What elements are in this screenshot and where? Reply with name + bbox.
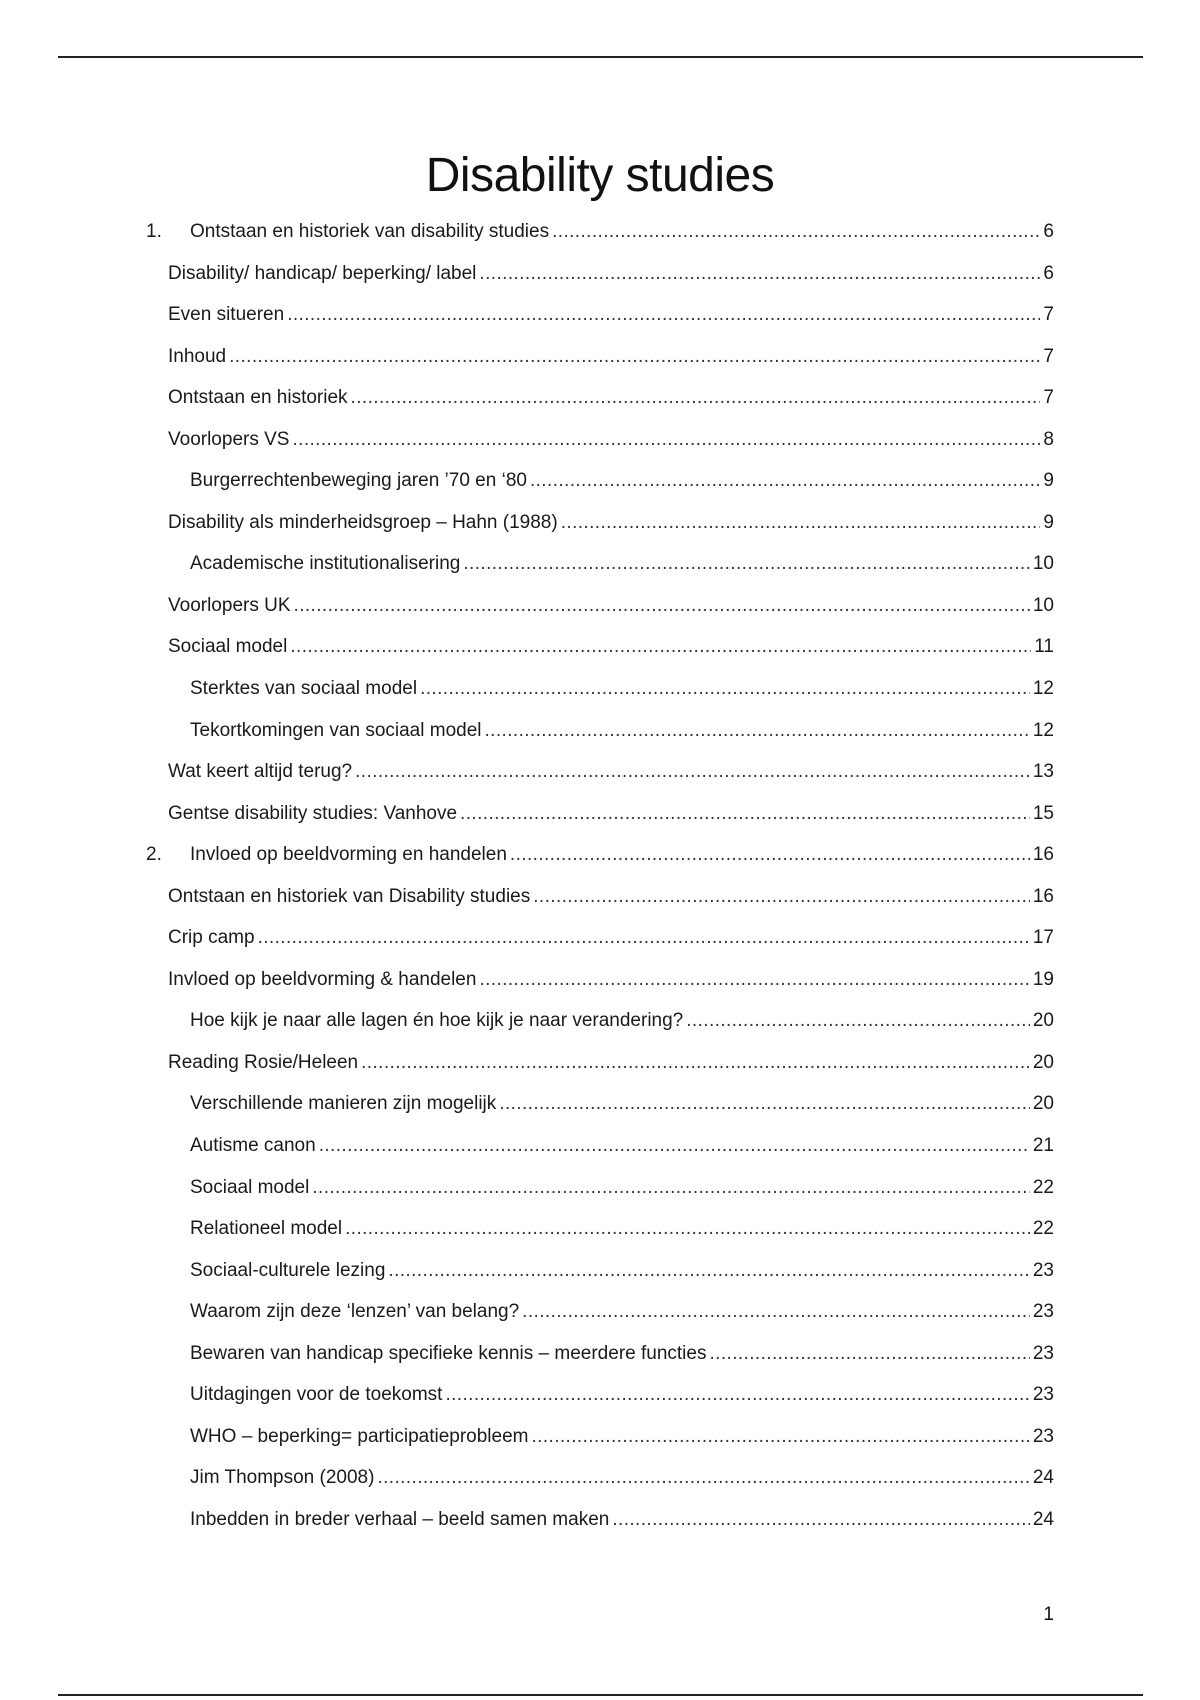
bottom-rule xyxy=(58,1694,1143,1696)
toc-entry-label[interactable]: Academische institutionalisering xyxy=(190,553,461,575)
toc-dot-leader xyxy=(612,1509,1030,1531)
toc-dot-leader xyxy=(561,512,1041,534)
toc-entry[interactable] xyxy=(146,844,1054,886)
top-rule xyxy=(58,56,1143,58)
toc-entry[interactable] xyxy=(146,803,1054,845)
toc-entry[interactable] xyxy=(146,429,1054,471)
toc-entry-label[interactable]: Voorlopers VS xyxy=(168,428,290,450)
toc-entry[interactable] xyxy=(146,1384,1054,1426)
toc-dot-leader xyxy=(460,803,1030,825)
toc-dot-leader xyxy=(686,1010,1030,1032)
toc-entry-page: 19 xyxy=(1032,968,1054,990)
toc-entry-page: 10 xyxy=(1032,553,1054,575)
toc-entry-label[interactable]: Ontstaan en historiek van Disability studies xyxy=(168,885,531,907)
toc-dot-leader xyxy=(312,1177,1030,1199)
toc-entry-label[interactable]: Sociaal model xyxy=(190,1176,310,1198)
toc-entry-label[interactable]: Autisme canon xyxy=(190,1135,316,1157)
toc-entry-label[interactable]: Sterktes van sociaal model xyxy=(190,678,418,700)
toc-entry-label[interactable]: Ontstaan en historiek xyxy=(168,387,348,409)
toc-dot-leader xyxy=(510,844,1030,866)
toc-entry[interactable] xyxy=(146,387,1054,429)
toc-dot-leader xyxy=(479,263,1040,285)
toc-entry-page: 20 xyxy=(1032,1093,1054,1115)
toc-entry-page: 10 xyxy=(1032,594,1054,616)
toc-entry[interactable] xyxy=(146,927,1054,969)
toc-entry[interactable] xyxy=(146,1260,1054,1302)
toc-dot-leader xyxy=(292,429,1040,451)
toc-dot-leader xyxy=(294,595,1030,617)
toc-dot-leader xyxy=(287,304,1040,326)
toc-entry-page: 21 xyxy=(1032,1135,1054,1157)
toc-entry[interactable] xyxy=(146,1467,1054,1509)
toc-entry[interactable] xyxy=(146,969,1054,1011)
toc-entry-label[interactable]: Hoe kijk je naar alle lagen én hoe kijk je naar verandering? xyxy=(190,1010,684,1032)
toc-entry-page: 17 xyxy=(1032,927,1054,949)
toc-entry-page: 8 xyxy=(1043,428,1054,450)
toc-dot-leader xyxy=(533,886,1030,908)
toc-entry[interactable] xyxy=(146,1177,1054,1219)
toc-dot-leader xyxy=(345,1218,1030,1240)
toc-entry-page: 6 xyxy=(1043,262,1054,284)
toc-entry[interactable] xyxy=(146,1343,1054,1385)
toc-entry-label[interactable]: Disability/ handicap/ beperking/ label xyxy=(168,262,477,284)
toc-dot-leader xyxy=(463,553,1029,575)
toc-entry-page: 20 xyxy=(1032,1051,1054,1073)
toc-entry-label[interactable]: Gentse disability studies: Vanhove xyxy=(168,802,458,824)
toc-entry-label[interactable]: Voorlopers UK xyxy=(168,594,291,616)
toc-entry[interactable] xyxy=(146,512,1054,554)
toc-entry[interactable] xyxy=(146,346,1054,388)
toc-dot-leader xyxy=(377,1467,1029,1489)
toc-entry-page: 23 xyxy=(1032,1301,1054,1323)
toc-entry-label[interactable]: Even situeren xyxy=(168,304,285,326)
toc-entry-label[interactable]: Uitdagingen voor de toekomst xyxy=(190,1384,443,1406)
toc-entry[interactable] xyxy=(146,1093,1054,1135)
toc-entry-label[interactable]: Jim Thompson (2008) xyxy=(190,1467,375,1489)
toc-entry[interactable] xyxy=(146,1010,1054,1052)
toc-entry[interactable] xyxy=(146,761,1054,803)
toc-entry[interactable] xyxy=(146,595,1054,637)
toc-dot-leader xyxy=(229,346,1040,368)
toc-dot-leader xyxy=(351,387,1041,409)
toc-entry-page: 7 xyxy=(1043,304,1054,326)
toc-entry[interactable] xyxy=(146,720,1054,762)
toc-dot-leader xyxy=(530,470,1040,492)
toc-entry-label[interactable]: WHO – beperking= participatieprobleem xyxy=(190,1425,529,1447)
toc-entry[interactable] xyxy=(146,1052,1054,1094)
toc-entry-label[interactable]: Invloed op beeldvorming & handelen xyxy=(168,968,477,990)
toc-dot-leader xyxy=(499,1093,1030,1115)
toc-entry-label[interactable]: Disability als minderheidsgroep – Hahn (1988) xyxy=(168,511,558,533)
toc-dot-leader xyxy=(388,1260,1029,1282)
toc-entry[interactable] xyxy=(146,263,1054,305)
toc-entry[interactable] xyxy=(146,1218,1054,1260)
toc-entry[interactable] xyxy=(146,553,1054,595)
toc-dot-leader xyxy=(319,1135,1030,1157)
toc-dot-leader xyxy=(420,678,1030,700)
toc-entry-page: 7 xyxy=(1043,387,1054,409)
toc-entry[interactable] xyxy=(146,1426,1054,1468)
toc-dot-leader xyxy=(355,761,1030,783)
toc-entry-page: 22 xyxy=(1032,1218,1054,1240)
toc-entry[interactable] xyxy=(146,221,1054,263)
toc-entry-label[interactable]: Crip camp xyxy=(168,927,255,949)
toc-entry-label[interactable]: Relationeel model xyxy=(190,1218,343,1240)
toc-entry-page: 7 xyxy=(1043,345,1054,367)
toc-entry-page: 23 xyxy=(1032,1425,1054,1447)
toc-dot-leader xyxy=(290,636,1031,658)
toc-entry-number: 2. xyxy=(146,844,162,866)
toc-entry-label[interactable]: Inbedden in breder verhaal – beeld samen maken xyxy=(190,1508,610,1530)
toc-entry-label[interactable]: Inhoud xyxy=(168,345,227,367)
toc-entry-label[interactable]: Wat keert altijd terug? xyxy=(168,761,353,783)
toc-dot-leader xyxy=(485,720,1030,742)
toc-entry[interactable] xyxy=(146,1509,1054,1551)
toc-entry-page: 12 xyxy=(1032,719,1054,741)
toc-entry-label[interactable]: Waarom zijn deze ‘lenzen’ van belang? xyxy=(190,1301,520,1323)
toc-entry-page: 24 xyxy=(1032,1467,1054,1489)
toc-entry-label[interactable]: Sociaal model xyxy=(168,636,288,658)
toc-entry-page: 24 xyxy=(1032,1508,1054,1530)
toc-dot-leader xyxy=(552,221,1040,243)
toc-entry[interactable] xyxy=(146,1135,1054,1177)
toc-dot-leader xyxy=(445,1384,1029,1406)
toc-entry-label[interactable]: Sociaal-culturele lezing xyxy=(190,1259,386,1281)
toc-entry-page: 16 xyxy=(1032,885,1054,907)
toc-entry-label[interactable]: Verschillende manieren zijn mogelijk xyxy=(190,1093,497,1115)
table-of-contents xyxy=(146,221,1054,1551)
toc-entry-page: 23 xyxy=(1032,1384,1054,1406)
toc-dot-leader xyxy=(709,1343,1029,1365)
toc-entry-number: 1. xyxy=(146,221,162,242)
toc-entry-page: 12 xyxy=(1032,678,1054,700)
toc-entry-label[interactable]: Bewaren van handicap specifieke kennis – meerdere functies xyxy=(190,1342,707,1364)
toc-entry-page: 22 xyxy=(1032,1176,1054,1198)
toc-entry[interactable] xyxy=(146,470,1054,512)
toc-entry-page: 16 xyxy=(1032,844,1054,866)
toc-entry-label[interactable]: Burgerrechtenbeweging jaren ’70 en ‘80 xyxy=(190,470,527,492)
toc-entry-label[interactable]: Invloed op beeldvorming en handelen xyxy=(190,844,507,866)
toc-entry[interactable] xyxy=(146,678,1054,720)
toc-entry-page: 23 xyxy=(1032,1259,1054,1281)
toc-entry[interactable] xyxy=(146,636,1054,678)
toc-entry-label[interactable]: Tekortkomingen van sociaal model xyxy=(190,719,482,741)
toc-dot-leader xyxy=(531,1426,1029,1448)
toc-entry-page: 9 xyxy=(1043,511,1054,533)
toc-dot-leader xyxy=(258,927,1030,949)
toc-entry-page: 13 xyxy=(1032,761,1054,783)
toc-entry-page: 20 xyxy=(1032,1010,1054,1032)
toc-entry[interactable] xyxy=(146,886,1054,928)
toc-entry[interactable] xyxy=(146,1301,1054,1343)
page-number: 1 xyxy=(1043,1604,1054,1625)
toc-entry-page: 9 xyxy=(1043,470,1054,492)
toc-entry-label[interactable]: Reading Rosie/Heleen xyxy=(168,1051,359,1073)
toc-entry-page: 15 xyxy=(1032,802,1054,824)
toc-entry-page: 11 xyxy=(1034,636,1054,658)
toc-entry-page: 23 xyxy=(1032,1342,1054,1364)
toc-dot-leader xyxy=(479,969,1029,991)
toc-dot-leader xyxy=(361,1052,1030,1074)
document-title: Disability studies xyxy=(425,149,775,202)
toc-entry-label[interactable]: Ontstaan en historiek van disability studies xyxy=(190,221,550,242)
toc-dot-leader xyxy=(522,1301,1030,1323)
toc-entry[interactable] xyxy=(146,304,1054,346)
toc-entry-page: 6 xyxy=(1043,221,1054,242)
